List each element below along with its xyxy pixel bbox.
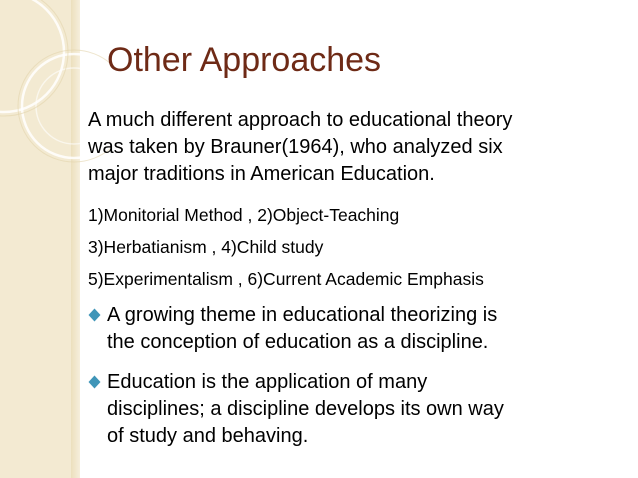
bullet-line: the conception of education as a discipline. (107, 331, 489, 353)
bullet-text (107, 369, 627, 450)
intro-line: was taken by Brauner(1964), who analyzed six (88, 136, 503, 158)
bullet-line: Education is the application of many (107, 371, 428, 393)
slide-title: Other Approaches (107, 41, 382, 79)
traditions-line: 1)Monitorial Method , 2)Object-Teaching (88, 205, 400, 225)
intro-paragraph (88, 107, 628, 188)
bullet-text (107, 302, 627, 356)
diamond-bullet-icon (88, 375, 101, 389)
traditions-line: 3)Herbatianism , 4)Child study (88, 237, 324, 257)
bullet-line: A growing theme in educational theorizing is (107, 304, 498, 326)
intro-line: major traditions in American Education. (88, 163, 435, 185)
traditions-line: 5)Experimentalism , 6)Current Academic Emphasis (88, 269, 484, 289)
bullet-line: of study and behaving. (107, 425, 309, 447)
bullet-line: disciplines; a discipline develops its own way (107, 398, 504, 420)
diamond-bullet-icon (88, 308, 101, 322)
intro-line: A much different approach to educational theory (88, 109, 513, 131)
